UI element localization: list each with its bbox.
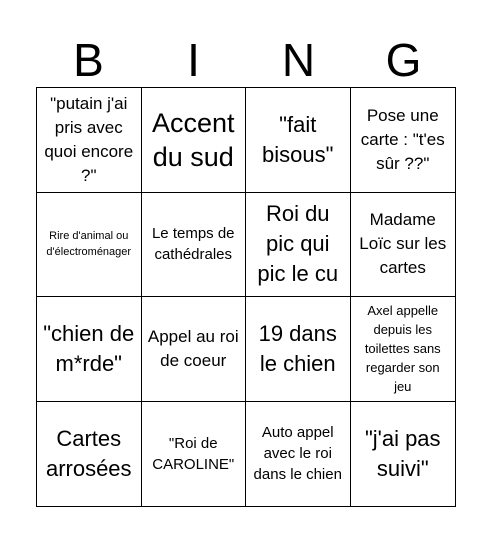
cell-text: Accent du sud [151,107,235,172]
cell-text: Appel au roi de coeur [147,326,239,370]
bingo-cell-16[interactable] [351,402,456,507]
header-letter-b: B [73,34,104,86]
cell-text: "Roi de CAROLINE" [152,434,235,473]
bingo-cell-7[interactable] [246,193,351,298]
bingo-cell-9[interactable] [37,297,142,402]
cell-text: Madame Loïc sur les cartes [359,210,447,278]
cell-text: Pose une carte : "t'es sûr ??" [360,105,445,173]
cell-text: "j'ai pas suivi" [364,425,441,481]
header-letter-i: I [187,34,200,86]
bingo-grid [36,87,456,507]
bingo-cell-1[interactable] [37,88,142,193]
cell-text: Le temps de cathédrales [151,225,235,264]
bingo-cell-10[interactable] [142,297,247,402]
cell-text: Auto appel avec le roi dans le chien [253,424,342,484]
bingo-cell-15[interactable] [246,402,351,507]
cell-text: "chien de m*rde" [43,320,135,376]
cell-text: Rire d'animal ou d'électroménager [46,230,132,259]
bingo-cell-11[interactable] [246,297,351,402]
header-letter-n: N [281,34,316,86]
bingo-cell-3[interactable] [246,88,351,193]
bingo-cell-8[interactable] [351,193,456,298]
bingo-cell-4[interactable] [351,88,456,193]
bingo-header [36,36,456,84]
cell-text: Cartes arrosées [45,425,132,481]
cell-text: 19 dans le chien [258,320,337,376]
header-letter-g: G [385,34,422,86]
bingo-cell-14[interactable] [142,402,247,507]
bingo-cell-2[interactable] [142,88,247,193]
bingo-cell-13[interactable] [37,402,142,507]
bingo-cell-5[interactable] [37,193,142,298]
bingo-cell-12[interactable] [351,297,456,402]
cell-text: Roi du pic qui pic le cu [257,201,339,287]
cell-text: Axel appelle depuis les toilettes sans regarder son jeu [364,303,441,395]
cell-text: "putain j'ai pris avec quoi encore ?" [44,93,134,185]
bingo-cell-6[interactable] [142,193,247,298]
cell-text: "fait bisous" [262,111,334,167]
